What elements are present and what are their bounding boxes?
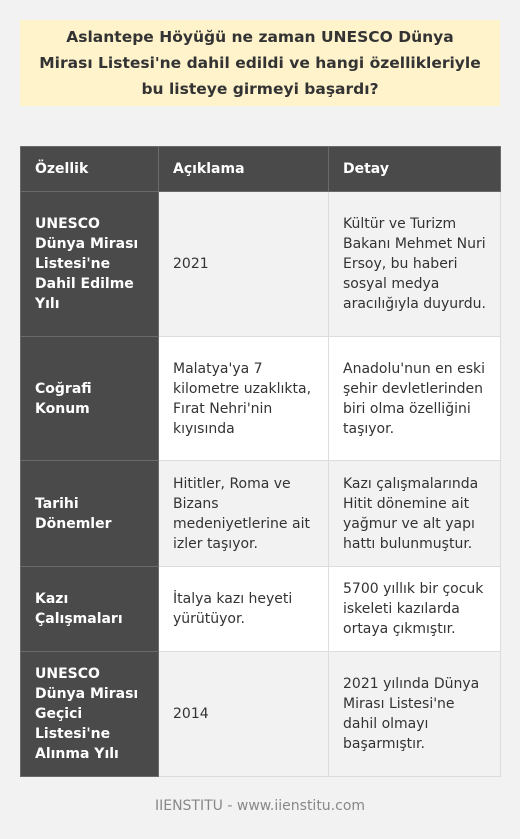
info-table — [20, 146, 501, 777]
row-detail: 2021 yılında Dünya Mirası Listesi'ne dahil olmayı başarmıştır. — [329, 652, 501, 777]
row-feature: Coğrafi Konum — [21, 337, 159, 461]
table-row — [21, 192, 501, 337]
row-description: 2021 — [159, 192, 329, 337]
table-row — [21, 337, 501, 461]
header-feature: Özellik — [21, 147, 159, 192]
row-detail: Kültür ve Turizm Bakanı Mehmet Nuri Ersoy, bu haberi sosyal medya aracılığıyla duyurdu. — [329, 192, 501, 337]
table-row — [21, 461, 501, 567]
header-description: Açıklama — [159, 147, 329, 192]
row-description: Hititler, Roma ve Bizans medeniyetlerine ait izler taşıyor. — [159, 461, 329, 567]
row-description: Malatya'ya 7 kilometre uzaklıkta, Fırat Nehri'nin kıyısında — [159, 337, 329, 461]
row-detail: Anadolu'nun en eski şehir devletlerinden biri olma özelliğini taşıyor. — [329, 337, 501, 461]
row-description: 2014 — [159, 652, 329, 777]
table-header-row — [21, 147, 501, 192]
question-text: Aslantepe Höyüğü ne zaman UNESCO Dünya Mirası Listesi'ne dahil edildi ve hangi özellikleriyle bu listeye girmeyi başardı? — [39, 28, 481, 98]
question-box — [20, 20, 500, 106]
row-detail: 5700 yıllık bir çocuk iskeleti kazılarda ortaya çıkmıştır. — [329, 567, 501, 652]
footer-source: IIENSTITU - www.iienstitu.com — [154, 798, 366, 814]
table-row — [21, 567, 501, 652]
header-detail: Detay — [329, 147, 501, 192]
row-description: İtalya kazı heyeti yürütüyor. — [159, 567, 329, 652]
row-feature: Kazı Çalışmaları — [21, 567, 159, 652]
table-row — [21, 652, 501, 777]
row-feature: UNESCO Dünya Mirası Listesi'ne Dahil Edilme Yılı — [21, 192, 159, 337]
row-feature: Tarihi Dönemler — [21, 461, 159, 567]
row-detail: Kazı çalışmalarında Hitit dönemine ait yağmur ve alt yapı hattı bulunmuştur. — [329, 461, 501, 567]
row-feature: UNESCO Dünya Mirası Geçici Listesi'ne Alınma Yılı — [21, 652, 159, 777]
